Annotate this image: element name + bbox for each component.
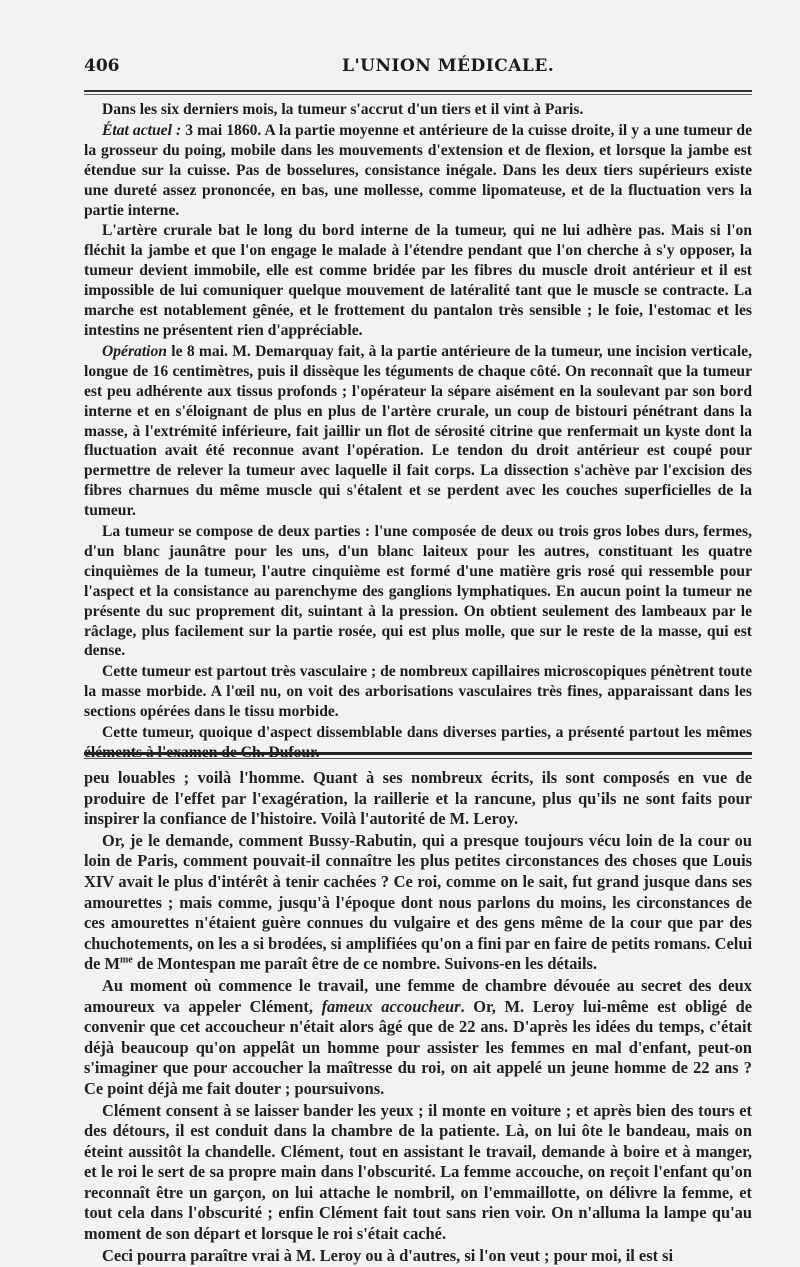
feuilleton-rule [84,752,752,755]
paragraph-text: le 8 mai. M. Demarquay fait, à la partie antérieure de la tumeur, une incision verticale, longue de 16 centimètres, puis il dissèque les téguments de chaque côté. On reconnaît que la tumeur est peu adhérente aux tissus profonds ; l'opérateur la sépare aisément en la soulevant par son bord interne et en s'éloignant de plus en plus de l'artère crurale, un coup de bistouri pénétrant dans la masse, à l'extrémité inférieure, fait jaillir un flot de sérosité citrine que renfermait un kyste dont la fluctuation avait été reconnue avant l'opération. Le tendon du droit antérieur est coupé pour permettre de relever la tumeur avec laquelle il fait corps. La dissection s'achève par l'excision des fibres charnues du même muscle qui s'étalent et se perdent avec les couches superficielles de la tumeur. [84,342,752,520]
emphasis: fameux accoucheur [321,996,461,1016]
feuilleton-rule-thin [84,758,752,759]
paragraph-text: 3 mai 1860. A la partie moyenne et antérieure de la cuisse droite, il y a une tumeur de la grosseur du poing, mobile dans les mouvements d'extension et de flexion, et lorsque la jambe est étendue sur la cuisse. Pas de bosselures, consistance inégale. Dans les deux tiers supérieurs existe une dureté assez prononcée, en bas, une mollesse, comme lipomateuse, et de la fluctuation vers la partie interne. [84,121,752,219]
page-number: 406 [84,56,120,76]
running-header [84,56,752,82]
paragraph: L'artère crurale bat le long du bord interne de la tumeur, qui ne lui adhère pas. Mais si l'on fléchit la jambe et que l'on engage le malade à l'étendre pendant que l'on cherche à s'y opposer, la tumeur devient immobile, elle est comme bridée par les fibres du muscle droit antérieur et il est impossible de lui comuniquer quelque mouvement de latéralité tant que le muscle se contracte. La marche est notablement gênée, et le frottement du pantalon très sensible ; le foie, l'estomac et les intestins ne présentent rien d'appréciable. [84,222,752,339]
header-rule-thin [84,94,752,95]
case-report-column [84,100,752,764]
paragraph [84,342,752,521]
paragraph-text: Or, je le demande, comment Bussy-Rabutin, qui a presque toujours vécu loin de la cour ou loin de Paris, comment pouvait-il connaître les plus petites circonstances des choses que Louis XIV avait le plus d'intérêt à tenir cachées ? Ce roi, comme on le sait, fut grand jusque dans ses amourettes ; mais comme, jusqu'à l'époque dont nous parlons du moins, les circonstances de ces amourettes n'étaient guère connues du vulgaire et des gens même de la cour que par des chuchotements, on les a si brodées, si amplifiées qu'on a fini par en faire de petits romans. Celui de M [84,830,752,974]
journal-title: L'UNION MÉDICALE. [342,56,555,76]
paragraph-text: Au moment où commence le travail, une femme de chambre dévouée au secret des deux amoureux va appeler Clément, [84,975,752,1016]
section-lead: Opération [102,342,167,360]
paragraph: Ceci pourra paraître vrai à M. Leroy ou à d'autres, si l'on veut ; pour moi, il est si [102,1245,674,1265]
paragraph: Dans les six derniers mois, la tumeur s'accrut d'un tiers et il vint à Paris. [102,101,584,118]
paragraph [84,976,752,1100]
paragraph-text: . Or, M. Leroy lui-même est obligé de convenir que cet accoucheur n'était alors âgé que de 22 ans. D'après les idées du temps, c'était déjà beaucoup qu'on appelât un homme pour assister les femmes en mal d'enfant, peut-on s'imaginer que pour accoucher la maîtresse du roi, on ait appelé un jeune homme de 22 ans ? Ce point déjà me fait douter ; poursuivons. [84,996,752,1098]
paragraph [84,831,752,975]
paragraph: Cette tumeur est partout très vasculaire ; de nombreux capillaires microscopiques pénètrent toute la masse morbide. A l'œil nu, on voit des arborisations vasculaires très fines, apparaissant dans les sections opérées dans le tissu morbide. [84,663,752,721]
superscript: me [119,954,133,966]
paragraph-text: de Montespan me paraît être de ce nombre. Suivons-en les détails. [132,954,597,974]
feuilleton-column [84,768,752,1267]
paragraph: Cette tumeur, quoique d'aspect dissemblable dans diverses parties, a présenté partout les mêmes [102,724,752,742]
paragraph: Clément consent à se laisser bander les yeux ; il monte en voiture ; et après bien des tours et des détours, il est conduit dans la chambre de la patiente. Là, on lui ôte le bandeau, mais on éteint aussitôt la chandelle. Clément, tout en assistant le travail, demande à boire et à manger, et le roi le sert de sa propre main dans l'obscurité. La femme accouche, on reçoit l'enfant qu'on reconnaît être un garçon, on lui attache le nombril, on l'emmaillotte, on délivre la femme, et tout cela dans l'obscurité ; enfin Clément fait tout sans rien voir. On n'alluma la lampe qu'au moment de son départ et lorsque le roi s'était caché. [84,1100,752,1244]
header-rule [84,90,752,92]
paragraph [84,121,752,221]
paragraph: peu louables ; voilà l'homme. Quant à ses nombreux écrits, ils sont composés en vue de produire de l'effet par l'exagération, la raillerie et la rancune, plus qu'ils ne sont faits pour inspirer la confiance de l'histoire. Voilà l'autorité de M. Leroy. [84,768,752,829]
paragraph: La tumeur se compose de deux parties : l'une composée de deux ou trois gros lobes durs, fermes, d'un blanc jaunâtre pour les uns, d'un blanc laiteux pour les autres, constituant les quatre cinquièmes de la tumeur, l'autre cinquième est formé d'une matière gris rosé qui ressemble pour l'aspect et la consistance au parenchyme des ganglions lymphatiques. En aucun point la tumeur ne présente du suc proprement dit, suintant à la pression. On obtient seulement des lambeaux par le râclage, plus facilement sur la partie rosée, qui est plus molle, que sur le reste de la masse, qui est dense. [84,523,752,660]
section-lead: État actuel : [102,121,182,139]
